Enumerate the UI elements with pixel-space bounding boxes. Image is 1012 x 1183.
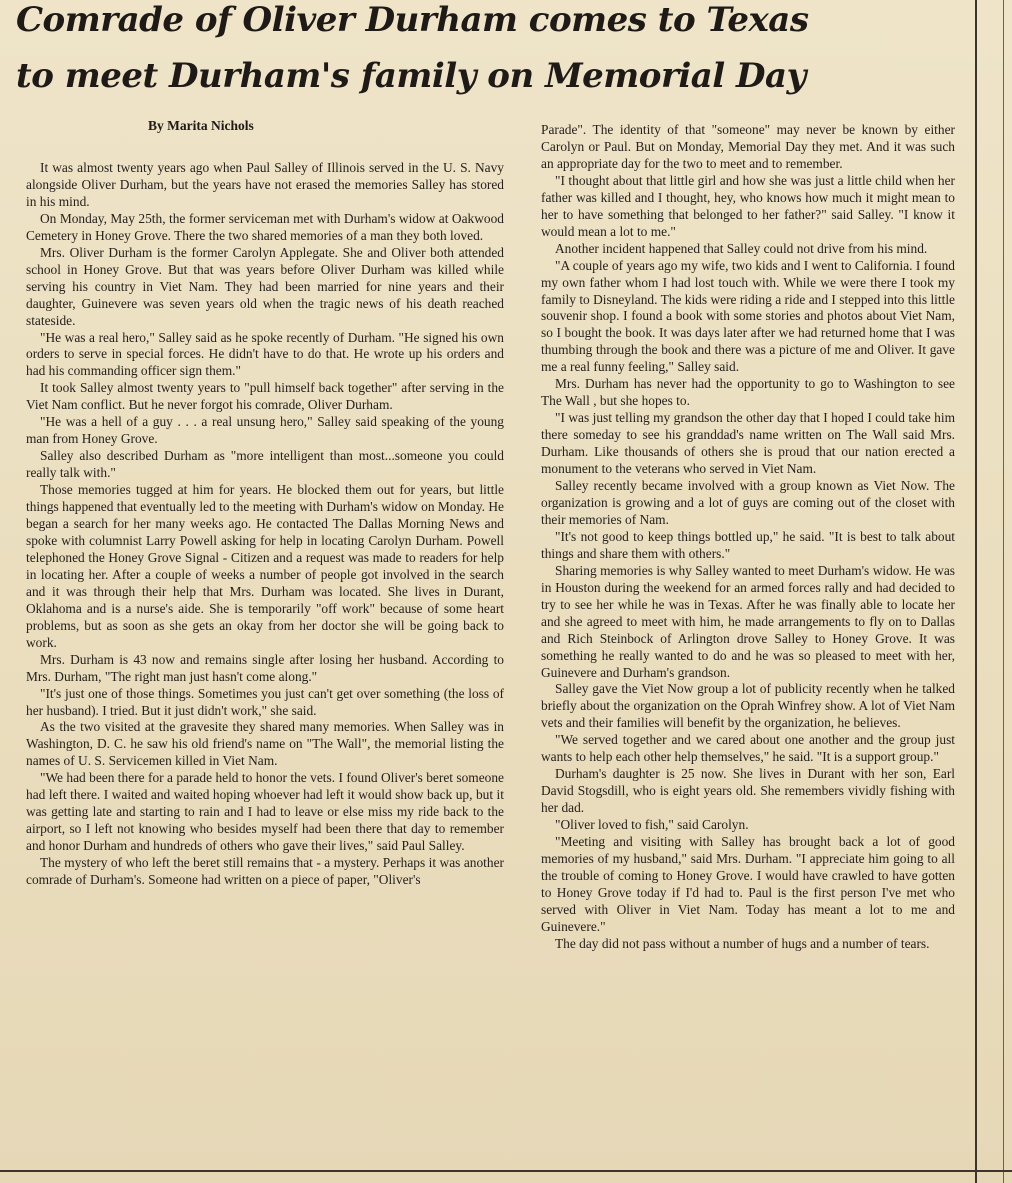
paragraph: Salley also described Durham as "more intelligent than most...someone you could really talk with." — [26, 448, 504, 481]
paragraph: Those memories tugged at him for years. He blocked them out for years, but little things happened that eventually led to the meeting with Durham's widow on Monday. He began a search for her many weeks ago. He contacted The Dallas Morning News and spoke with columnist Larry Powell asking for help in locating Carolyn Durham. Powell telephoned the Honey Grove Signal - Citizen and a request was made to readers for help in locating her. After a couple of weeks a number of people got involved in the search and it was through their help that Mrs. Durham was located. She lives in Durant, Oklahoma and is a nurse's aide. She is temporarily "off work" because of some heart problems, but as soon as she gets an okay from her doctor she will be going back to work. — [26, 482, 504, 650]
paragraph: It was almost twenty years ago when Paul Salley of Illinois served in the U. S. Navy alongside Oliver Durham, but the years have not erased the memories Salley has stored in his mind. — [26, 160, 504, 209]
paragraph: It took Salley almost twenty years to "pull himself back together" after serving in the Viet Nam conflict. But he never forgot his comrade, Oliver Durham. — [26, 380, 504, 413]
paragraph: As the two visited at the gravesite they shared many memories. When Salley was in Washington, D. C. he saw his old friend's name on "The Wall", the memorial listing the names of U. S. Servicemen killed in Viet Nam. — [26, 719, 504, 769]
paragraph: "I thought about that little girl and how she was just a little child when her father was killed and I thought, hey, who knows how much it might mean to her to have something that belonged to her father?" said Salley. "I know it would mean a lot to me." — [541, 172, 955, 239]
paragraph: Durham's daughter is 25 now. She lives in Durant with her son, Earl David Stogsdill, who is eight years old. She remembers vividly fishing with her dad. — [541, 766, 955, 816]
paragraph: Parade". The identity of that "someone" may never be known by either Carolyn or Paul. But on Monday, Memorial Day they met. And it was such an appropriate day for the two to meet and to remember. — [541, 122, 955, 171]
paragraph: Mrs. Durham is 43 now and remains single after losing her husband. According to Mrs. Durham, "The right man just hasn't come along." — [26, 651, 504, 684]
paragraph: "It's not good to keep things bottled up," he said. "It is best to talk about things and share them with others." — [541, 528, 955, 561]
border-rule-far-right — [1003, 0, 1004, 1183]
paragraph: "It's just one of those things. Sometimes you just can't get over something (the loss of her husband). I tried. But it just didn't work," she said. — [26, 685, 504, 718]
paragraph: Mrs. Durham has never had the opportunity to go to Washington to see The Wall , but she hopes to. — [541, 376, 955, 409]
paragraph: "He was a real hero," Salley said as he spoke recently of Durham. "He signed his own orders to serve in special forces. He didn't have to do that. He wrote up his orders and had his commanding officer sign them." — [26, 329, 504, 379]
paragraph: Salley recently became involved with a group known as Viet Now. The organization is growing and a lot of guys are coming out of the closet with their memories of Nam. — [541, 478, 955, 527]
article-column-2 — [541, 122, 955, 953]
paragraph: The day did not pass without a number of hugs and a number of tears. — [555, 935, 930, 951]
paragraph: "I was just telling my grandson the other day that I hoped I could take him there someday to see his granddad's name written on The Wall said Mrs. Durham. Like thousands of others she is proud that our nation erected a monument to the veterans who served in Viet Nam. — [541, 410, 955, 477]
border-rule-bottom — [0, 1170, 1012, 1172]
headline-line-2: to meet Durham's family on Memorial Day — [16, 56, 806, 96]
paragraph: Sharing memories is why Salley wanted to meet Durham's widow. He was in Houston during the weekend for an armed forces rally and had decided to try to see her while he was in Texas. After he was finally able to locate her and she agreed to meet with him, he made arrangements to fly on to Dallas and Rich Steinbock of Arlington drove Salley to Honey Grove. It was something he really wanted to do and he was so pleased to meet with her, Guinevere and Durham's grandson. — [541, 562, 955, 680]
border-rule-right — [975, 0, 977, 1183]
paragraph: The mystery of who left the beret still remains that - a mystery. Perhaps it was another comrade of Durham's. Someone had written on a piece of paper, "Oliver's — [26, 855, 504, 888]
paragraph: "He was a hell of a guy . . . a real unsung hero," Salley said speaking of the young man from Honey Grove. — [26, 414, 504, 447]
paragraph: "Meeting and visiting with Salley has brought back a lot of good memories of my husband," said Mrs. Durham. "I appreciate him going to all the trouble of coming to Honey Grove. I would have crawled to have gotten to Honey Grove today if I'd had to. Paul is the first person I've met who served with Oliver in Viet Nam. Today has meant a lot to me and Guinevere." — [541, 834, 955, 934]
paragraph: On Monday, May 25th, the former serviceman met with Durham's widow at Oakwood Cemetery in Honey Grove. There the two shared memories of a man they both loved. — [26, 210, 504, 243]
article-column-1 — [26, 160, 504, 889]
headline-line-1: Comrade of Oliver Durham comes to Texas — [16, 0, 809, 40]
paragraph: Mrs. Oliver Durham is the former Carolyn Applegate. She and Oliver both attended school in Honey Grove. But that was years before Oliver Durham was killed while serving his country in Viet Nam. They had been married for nine years and their daughter, Guinevere was seven years old when the tragic news of his death reached stateside. — [26, 244, 504, 328]
paragraph: "A couple of years ago my wife, two kids and I went to California. I found my own father whom I had lost touch with. While we were there I took my family to Disneyland. The kids were riding a ride and I stepped into this little souvenir shop. I found a book with some stories and photos about Viet Nam, so I bought the book. It was days later after we had returned home that I was thumbing through the book and there was a picture of me and Oliver. It gave me a real funny feeling," Salley said. — [541, 257, 955, 375]
paragraph: "Oliver loved to fish," said Carolyn. — [555, 817, 749, 833]
paragraph: "We had been there for a parade held to honor the vets. I found Oliver's beret someone had left there. I waited and waited hoping whoever had left it would show back up, but it was getting late and starting to rain and I had to leave or else miss my ride back to the airport, so I left not knowing who besides myself had been there that day to remember and honor Durham and hundreds of others who gave their lives," said Paul Salley. — [26, 770, 504, 854]
paragraph: Another incident happened that Salley could not drive from his mind. — [555, 240, 928, 256]
paragraph: Salley gave the Viet Now group a lot of publicity recently when he talked briefly about the organization on the Oprah Winfrey show. A lot of Viet Nam vets and their families will benefit by the organization, he believes. — [541, 681, 955, 731]
paragraph: "We served together and we cared about one another and the group just wants to help each other help themselves," he said. "It is a support group." — [541, 732, 955, 765]
byline: By Marita Nichols — [148, 118, 254, 133]
